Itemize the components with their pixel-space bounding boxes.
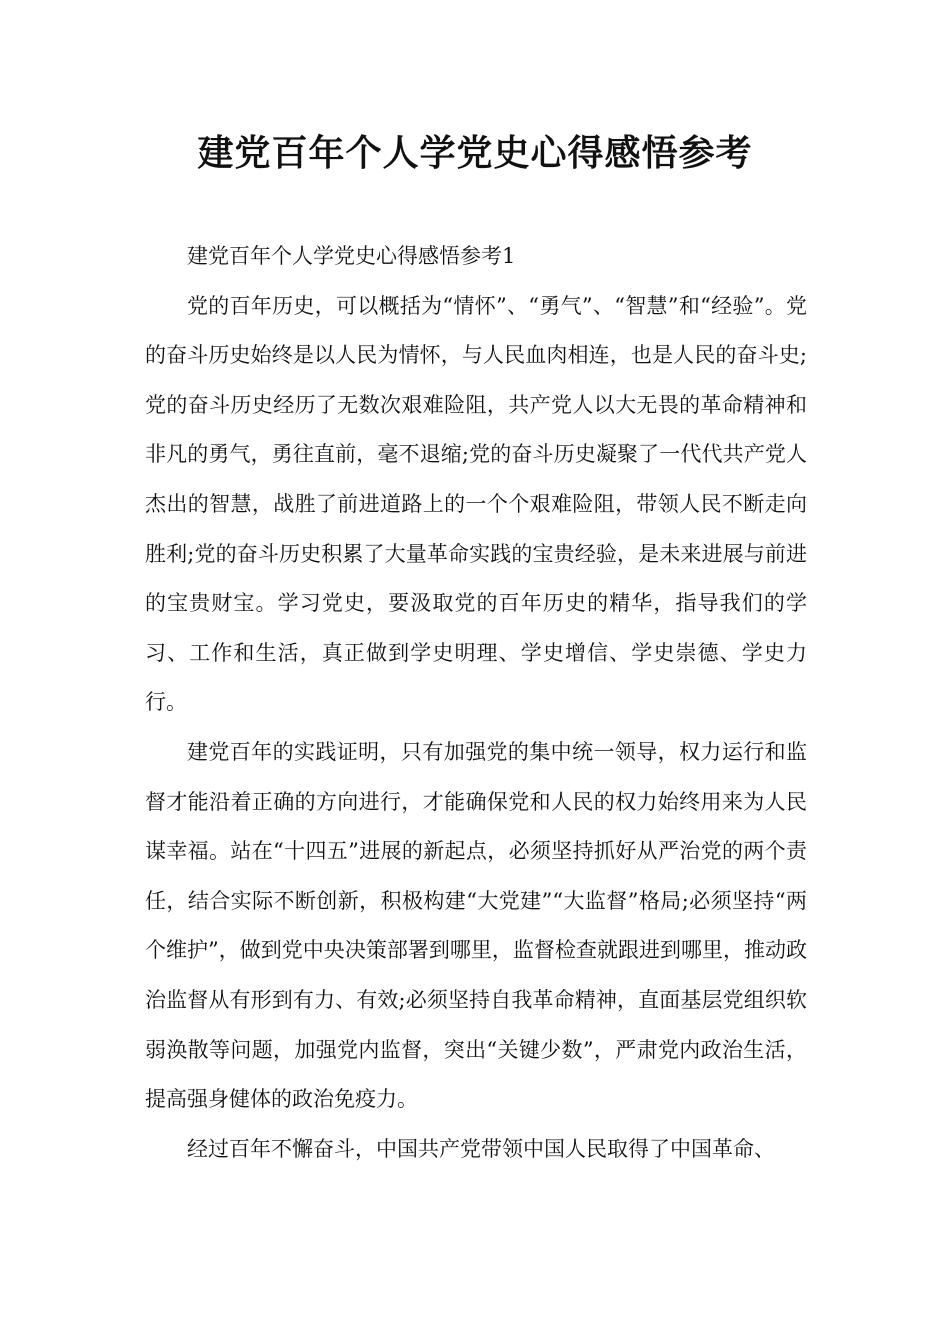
paragraph-3: 经过百年不懈奋斗，中国共产党带领中国人民取得了中国革命、 [187,1136,775,1161]
paragraph-2: 建党百年的实践证明，只有加强党的集中统一领导，权力运行和监督才能沿着正确的方向进行，才能确保党和人民的权力始终用来为人民谋幸福。站在“十四五”进展的新起点，必须坚持抓好从严治党的两个责任，结合实际不断创新，积极构建“大党建”“大监督”格局;必须坚持“两个维护”，做到党中央决策部署到哪里，监督检查就跟进到哪里，推动政治监督从有形到有力、有效;必须坚持自我革命精神，直面基层党组织软弱涣散等问题，加强党内监督，突出“关键少数”，严肃党内政治生活，提高强身健体的政治免疫力。 [145,739,807,1112]
document-body [145,232,807,1174]
section-heading: 建党百年个人学党史心得感悟参考1 [187,244,516,268]
paragraph-1: 党的百年历史，可以概括为“情怀”、“勇气”、“智慧”和“经验”。党的奋斗历史始终是以人民为情怀，与人民血肉相连，也是人民的奋斗史;党的奋斗历史经历了无数次艰难险阻，共产党人以大无畏的革命精神和非凡的勇气，勇往直前，毫不退缩;党的奋斗历史凝聚了一代代共产党人杰出的智慧，战胜了前进道路上的一个个艰难险阻，带领人民不断走向胜利;党的奋斗历史积累了大量革命实践的宝贵经验，是未来进展与前进的宝贵财宝。学习党史，要汲取党的百年历史的精华，指导我们的学习、工作和生活，真正做到学史明理、学史增信、学史崇德、学史力行。 [145,293,807,715]
document-title: 建党百年个人学党史心得感悟参考 [197,133,753,174]
